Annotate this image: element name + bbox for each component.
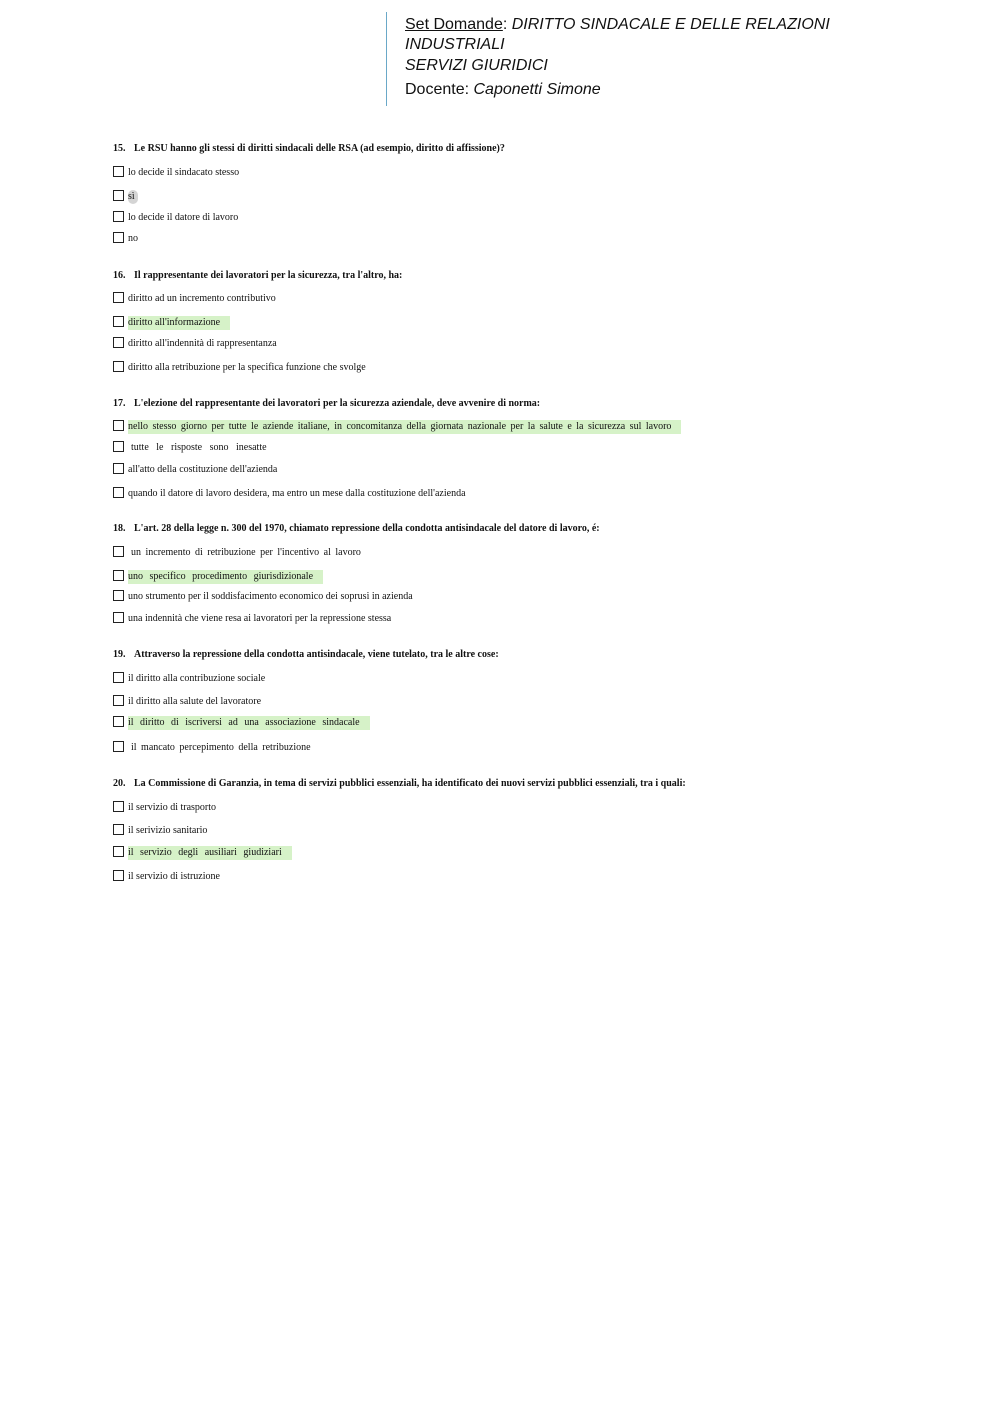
answer-checkbox[interactable]: [113, 420, 124, 431]
answer-checkbox[interactable]: [113, 824, 124, 835]
question-number: 15.: [113, 143, 126, 154]
question-16: [113, 270, 402, 281]
answer-text: il diritto alla salute del lavoratore: [128, 696, 262, 707]
set-title: DIRITTO SINDACALE E DELLE RELAZIONI: [511, 16, 830, 33]
answer-text: quando il datore di lavoro desidera, ma entro un mese dalla costituzione dell'azienda: [128, 488, 466, 499]
answer-text: il servizio di trasporto: [128, 802, 217, 813]
answer-text: lo decide il datore di lavoro: [128, 212, 239, 223]
answer-text: sì: [128, 190, 138, 204]
question-number: 19.: [113, 649, 126, 660]
answer-text: uno specifico procedimento giurisdizionale: [128, 570, 323, 584]
answer-checkbox[interactable]: [113, 337, 124, 348]
question-15: [113, 143, 505, 154]
question-17: [113, 398, 540, 409]
answer-checkbox[interactable]: [113, 801, 124, 812]
question-number: 16.: [113, 270, 126, 281]
question-text: Attraverso la repressione della condotta antisindacale, viene tutelato, tra le altre cose:: [134, 649, 499, 660]
answer-text: una indennità che viene resa ai lavoratori per la repressione stessa: [128, 613, 392, 624]
answer-text: un incremento di retribuzione per l'incentivo al lavoro: [131, 547, 361, 558]
answer-text: lo decide il sindacato stesso: [128, 167, 240, 178]
answer-checkbox[interactable]: [113, 716, 124, 727]
answer-checkbox[interactable]: [113, 546, 124, 557]
answer-text: il diritto di iscriversi ad una associazione sindacale: [128, 716, 370, 730]
set-title-line: [405, 15, 830, 35]
answer-checkbox[interactable]: [113, 211, 124, 222]
question-text: L'elezione del rappresentante dei lavoratori per la sicurezza aziendale, deve avvenire di norma:: [134, 398, 541, 409]
answer-checkbox[interactable]: [113, 612, 124, 623]
answer-checkbox[interactable]: [113, 292, 124, 303]
answer-text: diritto alla retribuzione per la specifica funzione che svolge: [128, 362, 366, 373]
question-text: L'art. 28 della legge n. 300 del 1970, chiamato repressione della condotta antisindacale del datore di lavoro, é:: [134, 523, 600, 534]
question-text: La Commissione di Garanzia, in tema di servizi pubblici essenziali, ha identificato dei nuovi servizi pubblici essenziali, tra i quali:: [134, 778, 686, 789]
answer-text: tutte le risposte sono inesatte: [131, 442, 267, 453]
set-label: Set Domande: [405, 16, 503, 33]
question-text: Le RSU hanno gli stessi di diritti sindacali delle RSA (ad esempio, diritto di affissione)?: [134, 143, 505, 154]
answer-checkbox[interactable]: [113, 316, 124, 327]
question-18: [113, 523, 600, 534]
answer-checkbox[interactable]: [113, 441, 124, 452]
question-text: Il rappresentante dei lavoratori per la sicurezza, tra l'altro, ha:: [134, 270, 403, 281]
answer-checkbox[interactable]: [113, 487, 124, 498]
answer-checkbox[interactable]: [113, 590, 124, 601]
answer-text: all'atto della costituzione dell'azienda: [128, 464, 278, 475]
answer-text: diritto all'indennità di rappresentanza: [128, 338, 277, 349]
teacher-label: Docente:: [405, 81, 470, 98]
answer-text: diritto all'informazione: [128, 316, 230, 330]
set-colon: :: [502, 16, 508, 33]
answer-text: il servizio degli ausiliari giudiziari: [128, 846, 292, 860]
answer-text: il mancato percepimento della retribuzione: [131, 742, 311, 753]
answer-checkbox[interactable]: [113, 870, 124, 881]
answer-checkbox[interactable]: [113, 190, 124, 201]
teacher-name: Caponetti Simone: [473, 81, 601, 98]
answer-text: diritto ad un incremento contributivo: [128, 293, 276, 304]
answer-text: no: [128, 233, 138, 244]
teacher-line: [405, 80, 601, 100]
answer-text: nello stesso giorno per tutte le aziende italiane, in concomitanza della giornata nazionale per la salute e la sicurezza sul lavoro: [128, 420, 681, 434]
answer-text: il servizio di istruzione: [128, 871, 220, 882]
question-20: [113, 778, 686, 789]
question-number: 18.: [113, 523, 126, 534]
answer-checkbox[interactable]: [113, 232, 124, 243]
answer-checkbox[interactable]: [113, 570, 124, 581]
question-number: 20.: [113, 778, 126, 789]
course-name: SERVIZI GIURIDICI: [405, 57, 548, 74]
answer-checkbox[interactable]: [113, 695, 124, 706]
answer-text: uno strumento per il soddisfacimento economico dei soprusi in azienda: [128, 591, 413, 602]
answer-text: il diritto alla contribuzione sociale: [128, 673, 266, 684]
question-number: 17.: [113, 398, 126, 409]
answer-checkbox[interactable]: [113, 361, 124, 372]
answer-text: il serivizio sanitario: [128, 825, 208, 836]
answer-checkbox[interactable]: [113, 166, 124, 177]
answer-checkbox[interactable]: [113, 672, 124, 683]
question-19: [113, 649, 499, 660]
answer-checkbox[interactable]: [113, 463, 124, 474]
answer-checkbox[interactable]: [113, 741, 124, 752]
document-header: [386, 12, 867, 106]
answer-checkbox[interactable]: [113, 846, 124, 857]
set-title-continued: INDUSTRIALI: [405, 36, 505, 53]
